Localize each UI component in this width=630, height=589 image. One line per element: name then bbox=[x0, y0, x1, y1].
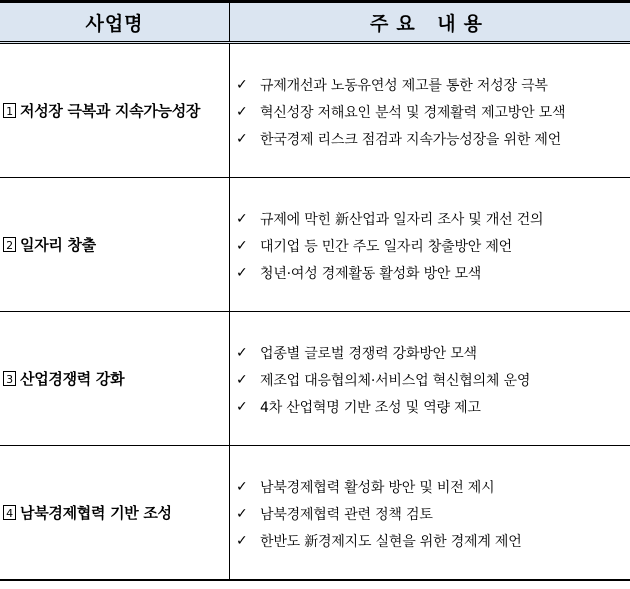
list-item bbox=[236, 339, 630, 366]
check-icon: ✓ bbox=[236, 398, 248, 415]
item-text: 한반도 新경제지도 실현을 위한 경제계 제언 bbox=[260, 533, 522, 550]
item-text: 대기업 등 민간 주도 일자리 창출방안 제언 bbox=[260, 238, 513, 255]
business-name: 남북경제협력 기반 조성 bbox=[20, 504, 172, 522]
list-item bbox=[236, 125, 630, 152]
check-icon: ✓ bbox=[236, 130, 248, 147]
item-text: 업종별 글로벌 경쟁력 강화방안 모색 bbox=[260, 345, 477, 362]
list-item bbox=[236, 366, 630, 393]
content-cell bbox=[229, 178, 630, 311]
content-cell bbox=[229, 44, 630, 177]
business-name-cell bbox=[0, 446, 229, 579]
check-icon: ✓ bbox=[236, 344, 248, 361]
list-item bbox=[236, 473, 630, 500]
item-text: 남북경제협력 활성화 방안 및 비전 제시 bbox=[260, 479, 495, 496]
check-icon: ✓ bbox=[236, 210, 248, 227]
row-number-box: 4 bbox=[3, 505, 16, 520]
check-icon: ✓ bbox=[236, 103, 248, 120]
check-icon: ✓ bbox=[236, 371, 248, 388]
business-name-cell bbox=[0, 312, 229, 445]
item-text: 한국경제 리스크 점검과 지속가능성장을 위한 제언 bbox=[260, 131, 562, 148]
item-text: 4차 산업혁명 기반 조성 및 역량 제고 bbox=[260, 399, 481, 416]
check-icon: ✓ bbox=[236, 532, 248, 549]
business-name: 일자리 창출 bbox=[20, 236, 96, 254]
check-icon: ✓ bbox=[236, 505, 248, 522]
business-name: 저성장 극복과 지속가능성장 bbox=[20, 102, 201, 120]
check-icon: ✓ bbox=[236, 264, 248, 281]
business-name: 산업경쟁력 강화 bbox=[20, 370, 125, 388]
item-text: 청년·여성 경제활동 활성화 방안 모색 bbox=[260, 265, 482, 282]
table-row bbox=[0, 446, 630, 581]
business-name-cell bbox=[0, 44, 229, 177]
list-item bbox=[236, 232, 630, 259]
item-text: 제조업 대응협의체·서비스업 혁신협의체 운영 bbox=[260, 372, 531, 389]
list-item bbox=[236, 98, 630, 125]
check-icon: ✓ bbox=[236, 237, 248, 254]
list-item bbox=[236, 205, 630, 232]
content-cell bbox=[229, 312, 630, 445]
item-text: 남북경제협력 관련 정책 검토 bbox=[260, 506, 433, 523]
item-text: 혁신성장 저해요인 분석 및 경제활력 제고방안 모색 bbox=[260, 104, 566, 121]
item-text: 규제에 막힌 新산업과 일자리 조사 및 개선 건의 bbox=[260, 211, 544, 228]
business-name-cell bbox=[0, 178, 229, 311]
header-business-name: 사업명 bbox=[85, 12, 144, 35]
list-item bbox=[236, 393, 630, 420]
row-number-box: 1 bbox=[3, 103, 16, 118]
table-row bbox=[0, 44, 630, 178]
item-text: 규제개선과 노동유연성 제고를 통한 저성장 극복 bbox=[260, 77, 548, 94]
row-number-box: 2 bbox=[3, 237, 16, 252]
header-main-content: 주요 내용 bbox=[229, 3, 630, 41]
table-row bbox=[0, 312, 630, 446]
row-number-box: 3 bbox=[3, 371, 16, 386]
list-item bbox=[236, 527, 630, 554]
check-icon: ✓ bbox=[236, 76, 248, 93]
check-icon: ✓ bbox=[236, 478, 248, 495]
table-header bbox=[0, 0, 630, 44]
list-item bbox=[236, 259, 630, 286]
list-item bbox=[236, 71, 630, 98]
table-body bbox=[0, 44, 630, 581]
list-item bbox=[236, 500, 630, 527]
table-row bbox=[0, 178, 630, 312]
content-cell bbox=[229, 446, 630, 579]
